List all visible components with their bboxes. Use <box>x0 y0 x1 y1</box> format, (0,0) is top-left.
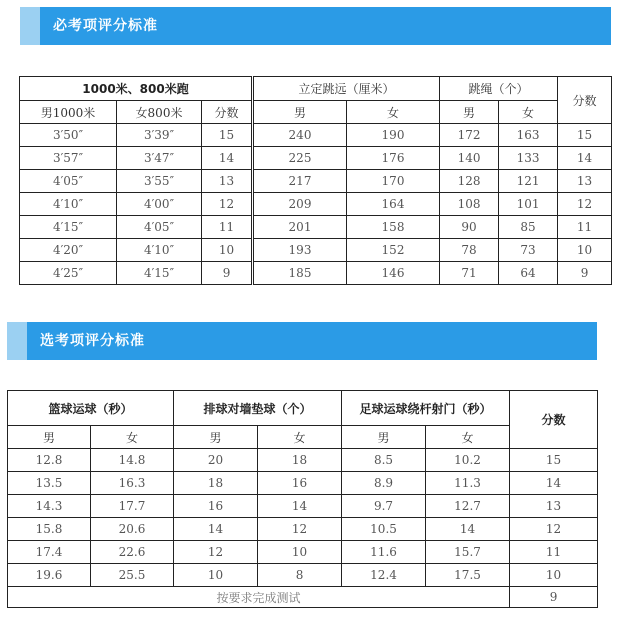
elective-section-title: 选考项评分标准 <box>40 333 145 349</box>
table-cell: 4′25″ <box>20 262 117 285</box>
col-basketball-male: 男 <box>8 426 91 449</box>
table-cell: 18 <box>258 449 342 472</box>
table-cell: 158 <box>347 216 440 239</box>
table-cell: 11 <box>510 541 598 564</box>
table-cell: 90 <box>440 216 499 239</box>
table-cell: 11 <box>558 216 612 239</box>
col-football-male: 男 <box>342 426 426 449</box>
volleyball-header: 排球对墙垫球（个） <box>174 391 342 426</box>
table-cell: 101 <box>499 193 558 216</box>
running-header: 1000米、800米跑 <box>20 77 252 101</box>
col-football-female: 女 <box>426 426 510 449</box>
table-cell: 13 <box>510 495 598 518</box>
table-cell: 16 <box>174 495 258 518</box>
table-cell: 164 <box>347 193 440 216</box>
elective-section-banner <box>7 322 597 360</box>
table-cell: 64 <box>499 262 558 285</box>
basketball-header: 篮球运球（秒） <box>8 391 174 426</box>
table-cell: 9.7 <box>342 495 426 518</box>
elective-score-header: 分数 <box>510 391 598 449</box>
table-row <box>254 170 612 193</box>
table-cell: 3′39″ <box>117 124 202 147</box>
col-long-jump-female: 女 <box>347 101 440 124</box>
table-row <box>20 124 252 147</box>
table-cell: 14 <box>202 147 252 170</box>
table-row <box>254 124 612 147</box>
banner-accent <box>20 7 40 45</box>
running-score-table <box>19 76 252 285</box>
table-cell: 4′15″ <box>117 262 202 285</box>
table-cell: 15.8 <box>8 518 91 541</box>
banner-accent <box>7 322 27 360</box>
table-cell: 176 <box>347 147 440 170</box>
table-row <box>254 216 612 239</box>
table-cell: 15 <box>202 124 252 147</box>
table-row <box>8 472 598 495</box>
col-rope-female: 女 <box>499 101 558 124</box>
table-cell: 17.4 <box>8 541 91 564</box>
table-cell: 10.5 <box>342 518 426 541</box>
table-cell: 8 <box>258 564 342 587</box>
table-cell: 20 <box>174 449 258 472</box>
table-cell: 209 <box>254 193 347 216</box>
table-row <box>8 495 598 518</box>
table-cell: 108 <box>440 193 499 216</box>
table-cell: 4′10″ <box>20 193 117 216</box>
table-cell: 73 <box>499 239 558 262</box>
table-row <box>8 541 598 564</box>
table-cell: 225 <box>254 147 347 170</box>
table-cell: 128 <box>440 170 499 193</box>
table-cell: 172 <box>440 124 499 147</box>
table-cell: 13 <box>202 170 252 193</box>
table-cell: 15 <box>510 449 598 472</box>
table-row <box>20 147 252 170</box>
table-row <box>20 216 252 239</box>
rope-skip-header: 跳绳（个） <box>440 77 558 101</box>
long-jump-header: 立定跳远（厘米） <box>254 77 440 101</box>
table-row <box>20 193 252 216</box>
table-cell: 10 <box>202 239 252 262</box>
table-cell: 71 <box>440 262 499 285</box>
table-cell: 10 <box>510 564 598 587</box>
col-long-jump-male: 男 <box>254 101 347 124</box>
table-cell: 12 <box>510 518 598 541</box>
table-row <box>8 449 598 472</box>
table-cell: 13.5 <box>8 472 91 495</box>
table-cell: 11.3 <box>426 472 510 495</box>
table-cell: 78 <box>440 239 499 262</box>
table-cell: 3′47″ <box>117 147 202 170</box>
table-cell: 12.7 <box>426 495 510 518</box>
table-cell: 12 <box>174 541 258 564</box>
table-row <box>254 262 612 285</box>
table-cell: 4′20″ <box>20 239 117 262</box>
table-cell: 201 <box>254 216 347 239</box>
table-cell: 140 <box>440 147 499 170</box>
table-cell: 12 <box>558 193 612 216</box>
table-cell: 14.3 <box>8 495 91 518</box>
col-score: 分数 <box>202 101 252 124</box>
table-cell: 11 <box>202 216 252 239</box>
table-cell: 133 <box>499 147 558 170</box>
table-cell: 25.5 <box>91 564 174 587</box>
table-cell: 10 <box>558 239 612 262</box>
table-cell: 4′00″ <box>117 193 202 216</box>
table-cell: 8.5 <box>342 449 426 472</box>
table-cell: 190 <box>347 124 440 147</box>
table-cell: 13 <box>558 170 612 193</box>
table-cell: 3′50″ <box>20 124 117 147</box>
table-cell: 12.8 <box>8 449 91 472</box>
table-cell: 9 <box>558 262 612 285</box>
table-cell: 10 <box>174 564 258 587</box>
table-cell: 4′05″ <box>117 216 202 239</box>
table-cell: 240 <box>254 124 347 147</box>
table-row <box>8 518 598 541</box>
table-row <box>254 147 612 170</box>
col-female-800m: 女800米 <box>117 101 202 124</box>
table-cell: 16.3 <box>91 472 174 495</box>
table-cell: 12.4 <box>342 564 426 587</box>
table-cell: 12 <box>202 193 252 216</box>
table-cell: 9 <box>202 262 252 285</box>
col-basketball-female: 女 <box>91 426 174 449</box>
table-cell: 14 <box>258 495 342 518</box>
table-cell: 10.2 <box>426 449 510 472</box>
table-cell: 170 <box>347 170 440 193</box>
table-cell: 14 <box>510 472 598 495</box>
table-row <box>254 193 612 216</box>
table-cell: 19.6 <box>8 564 91 587</box>
elective-score-table <box>7 390 598 608</box>
table-cell: 12 <box>258 518 342 541</box>
table-cell: 20.6 <box>91 518 174 541</box>
table-cell: 22.6 <box>91 541 174 564</box>
table-row <box>8 564 598 587</box>
table-cell: 14 <box>426 518 510 541</box>
jump-score-header: 分数 <box>558 77 612 124</box>
table-cell: 193 <box>254 239 347 262</box>
table-cell: 8.9 <box>342 472 426 495</box>
completion-note: 按要求完成测试 <box>8 587 510 608</box>
table-cell: 146 <box>347 262 440 285</box>
table-cell: 163 <box>499 124 558 147</box>
table-cell: 15.7 <box>426 541 510 564</box>
table-cell: 17.5 <box>426 564 510 587</box>
football-header: 足球运球绕杆射门（秒） <box>342 391 510 426</box>
jump-score-table <box>253 76 612 285</box>
completion-score: 9 <box>510 587 598 608</box>
required-section-banner <box>20 7 611 45</box>
table-cell: 16 <box>258 472 342 495</box>
table-cell: 85 <box>499 216 558 239</box>
table-cell: 152 <box>347 239 440 262</box>
col-volleyball-female: 女 <box>258 426 342 449</box>
table-cell: 121 <box>499 170 558 193</box>
table-cell: 3′57″ <box>20 147 117 170</box>
table-cell: 14.8 <box>91 449 174 472</box>
table-cell: 185 <box>254 262 347 285</box>
table-row <box>254 239 612 262</box>
table-row <box>20 239 252 262</box>
table-row <box>20 262 252 285</box>
col-male-1000m: 男1000米 <box>20 101 117 124</box>
col-rope-male: 男 <box>440 101 499 124</box>
col-volleyball-male: 男 <box>174 426 258 449</box>
table-cell: 17.7 <box>91 495 174 518</box>
table-row <box>20 170 252 193</box>
table-cell: 4′10″ <box>117 239 202 262</box>
table-cell: 217 <box>254 170 347 193</box>
required-section-title: 必考项评分标准 <box>53 18 158 34</box>
table-cell: 18 <box>174 472 258 495</box>
table-cell: 11.6 <box>342 541 426 564</box>
table-cell: 14 <box>558 147 612 170</box>
table-cell: 4′05″ <box>20 170 117 193</box>
table-cell: 3′55″ <box>117 170 202 193</box>
table-cell: 10 <box>258 541 342 564</box>
table-cell: 4′15″ <box>20 216 117 239</box>
table-cell: 14 <box>174 518 258 541</box>
table-cell: 15 <box>558 124 612 147</box>
